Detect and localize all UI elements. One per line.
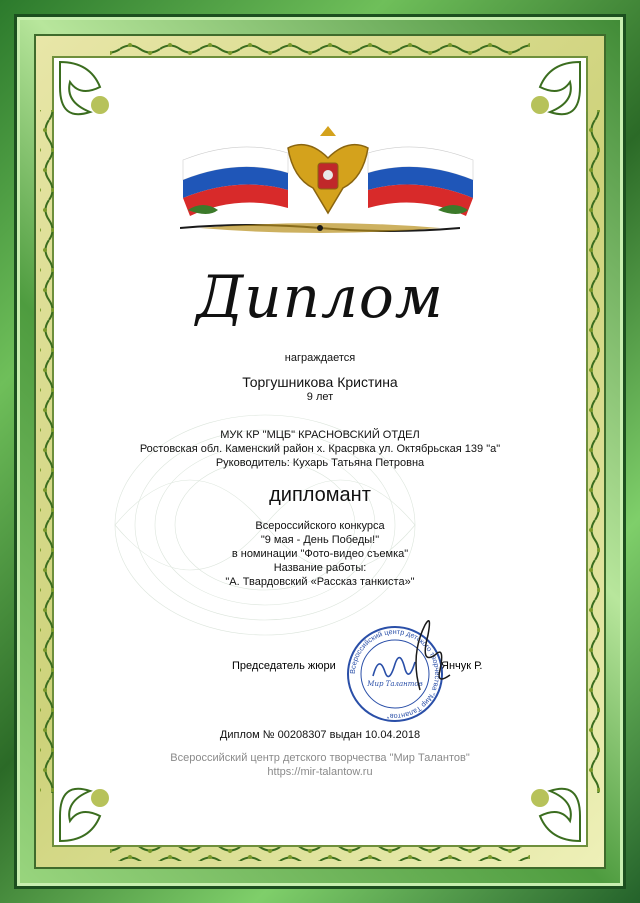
footer-url: https://mir-talantow.ru <box>267 766 373 778</box>
organization-leader: Руководитель: Кухарь Татьяна Петровна <box>215 457 425 469</box>
jury-name: Янчук Р. <box>441 660 483 672</box>
organization-address: Ростовская обл. Каменский район х. Красрвка ул. Октябрьская 139 "а" <box>139 443 501 455</box>
recipient-age: 9 лет <box>306 391 334 403</box>
recipient-name: Торгушникова Кристина <box>242 374 398 390</box>
diploma-content <box>54 58 586 845</box>
stamp-center-text: Мир Талантов <box>367 680 423 688</box>
stamp-ring-text: Всероссийский центр детского творчества "Мир Талантов" <box>347 626 443 722</box>
contest-nomination: в номинации "Фото-видео съемка" <box>231 548 409 560</box>
award-status: дипломант <box>269 484 371 506</box>
organization-name: МУК КР "МЦБ" КРАСНОВСКИЙ ОТДЕЛ <box>220 429 420 441</box>
contest-line: Всероссийского конкурса <box>255 520 385 532</box>
work-title: "А. Твардовский «Рассказ танкиста»" <box>225 576 415 588</box>
signature <box>390 615 460 695</box>
awarded-label: награждается <box>284 352 356 364</box>
contest-name: "9 мая - День Победы!" <box>260 534 380 546</box>
diploma-title: Диплом <box>196 263 444 331</box>
diploma-number: Диплом № 00208307 выдан 10.04.2018 <box>219 729 421 741</box>
footer-org: Всероссийский центр детского творчества "Мир Талантов" <box>170 752 470 764</box>
work-label: Название работы: <box>273 562 367 574</box>
jury-label: Председатель жюри <box>232 660 336 672</box>
